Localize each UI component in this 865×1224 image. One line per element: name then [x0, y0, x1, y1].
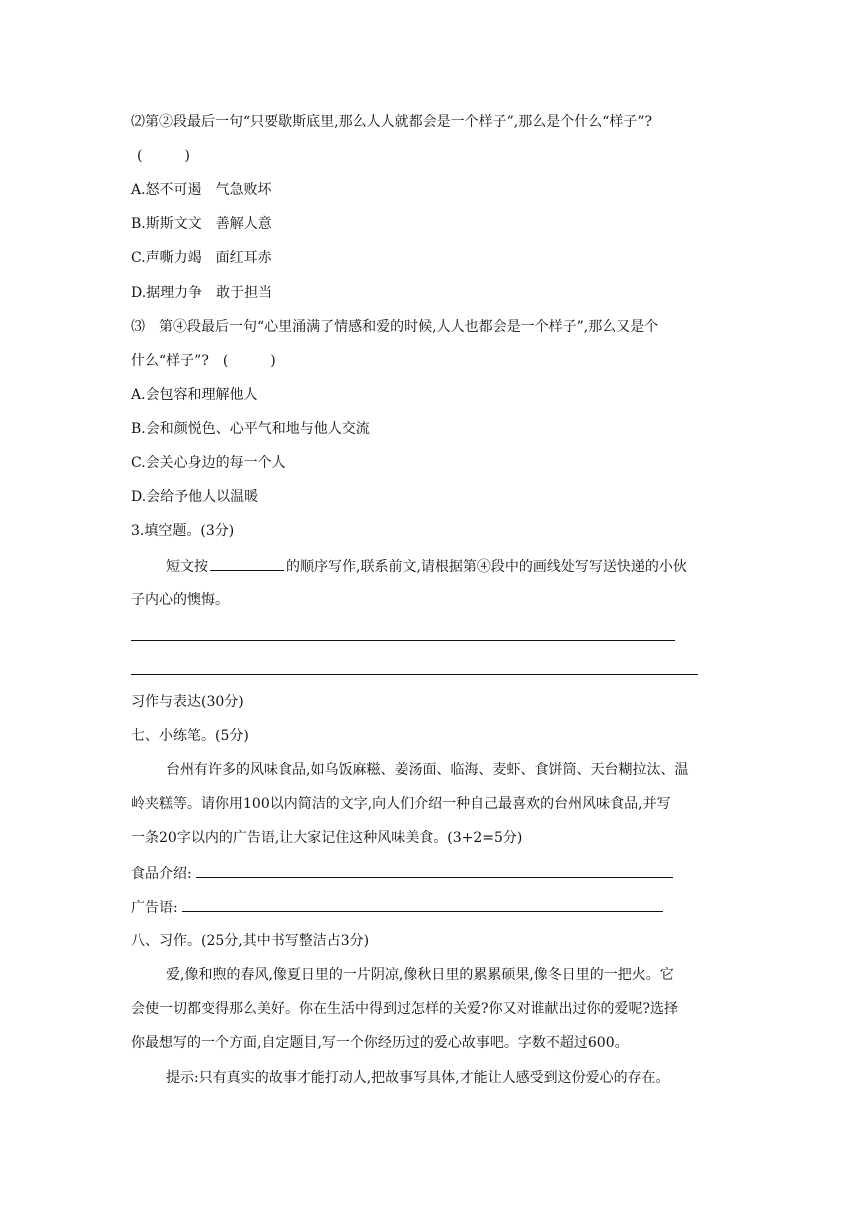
answer-line-2[interactable] — [131, 674, 698, 675]
seven-paragraph-line1: 台州有许多的风味食品,如乌饭麻糍、姜汤面、临海、麦虾、食饼筒、天台糊拉汰、温 — [166, 762, 689, 778]
seven-paragraph-line3: 一条20字以内的广告语,让大家记住这种风味美食。(3+2=5分) — [131, 830, 523, 846]
eight-tip: 提示:只有真实的故事才能打动人,把故事写具体,才能让人感受到这份爱心的存在。 — [166, 1070, 670, 1086]
q3-option-d: D.会给予他人以温暖 — [131, 489, 259, 505]
food-intro-label: 食品介绍: — [131, 866, 192, 882]
seven-paragraph-line2: 岭夹糕等。请你用100以内简洁的文字,向人们介绍一种自己最喜欢的台州风味食品,并写 — [131, 796, 671, 812]
q2-option-c: C.声嘶力竭 面红耳赤 — [131, 250, 272, 266]
q2-option-b: B.斯斯文文 善解人意 — [131, 216, 272, 232]
slogan-label: 广告语: — [131, 900, 178, 916]
q3-option-b: B.会和颜悦色、心平气和地与他人交流 — [131, 421, 370, 437]
eight-paragraph-line3: 你最想写的一个方面,自定题目,写一个你经历过的爱心故事吧。字数不超过600。 — [131, 1035, 629, 1051]
answer-line-1[interactable] — [131, 640, 675, 641]
fill-text — [166, 556, 687, 577]
food-intro-line[interactable] — [196, 863, 673, 878]
q2-option-d: D.据理力争 敢于担当 — [131, 285, 273, 301]
q2-answer-bracket: ( ) — [137, 148, 190, 164]
q2-option-a: A.怒不可遏 气急败坏 — [131, 182, 272, 198]
q3-option-c: C.会关心身边的每一个人 — [131, 455, 286, 471]
fill-text-line2: 子内心的懊悔。 — [131, 592, 229, 608]
q3-stem-line2: 什么“样子”? ( ) — [131, 353, 276, 369]
fill-text-after: 的顺序写作,联系前文,请根据第④段中的画线处写写送快递的小伙 — [286, 559, 687, 575]
food-intro-row — [131, 863, 673, 884]
q3-stem-line1: ⑶ 第④段最后一句“心里涌满了情感和爱的时候,人人也都会是一个样子”,那么又是个 — [131, 319, 659, 335]
writing-section-title: 习作与表达(30分) — [131, 694, 244, 710]
slogan-row — [131, 897, 663, 918]
seven-title: 七、小练笔。(5分) — [131, 728, 249, 744]
q3-option-a: A.会包容和理解他人 — [131, 387, 258, 403]
q2-stem: ⑵第②段最后一句“只要歇斯底里,那么人人就都会是一个样子”,那么是个什么“样子”? — [131, 114, 653, 130]
eight-paragraph-line2: 会使一切都变得那么美好。你在生活中得到过怎样的关爱?你又对谁献出过你的爱呢?选择 — [131, 1001, 679, 1017]
eight-title: 八、习作。(25分,其中书写整洁占3分) — [131, 933, 370, 949]
fill-title: 3.填空题。(3分) — [131, 523, 235, 539]
fill-text-before: 短文按 — [166, 559, 208, 575]
fill-blank[interactable] — [210, 556, 284, 571]
eight-paragraph-line1: 爱,像和煦的春风,像夏日里的一片阴凉,像秋日里的累累硕果,像冬日里的一把火。它 — [166, 967, 674, 983]
slogan-line[interactable] — [182, 897, 663, 912]
